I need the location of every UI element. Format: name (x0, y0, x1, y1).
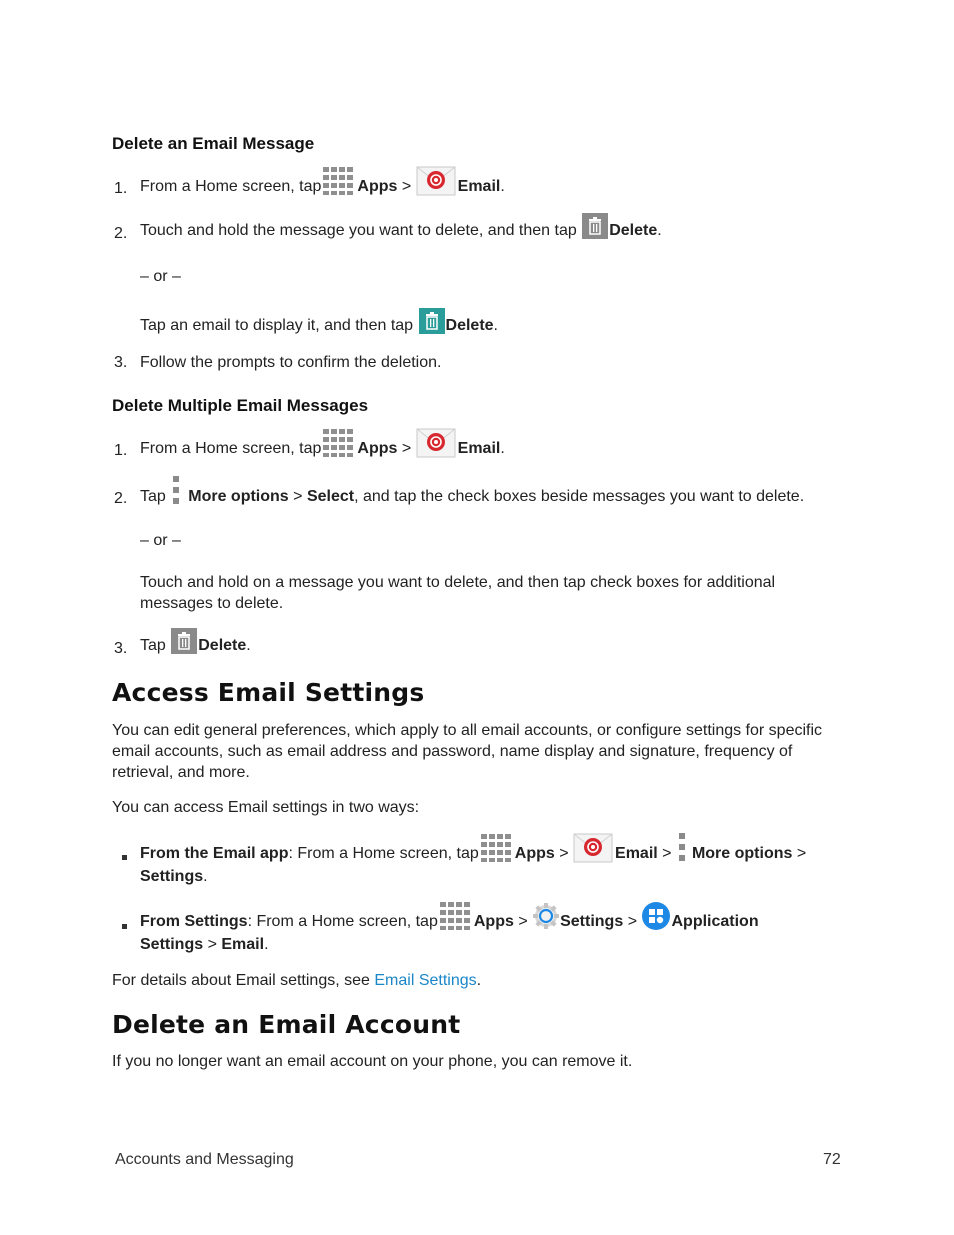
more-options-label: More options (691, 845, 793, 862)
settings-details (112, 972, 481, 990)
settings-intro: You can edit general preferences, which apply to all email accounts, or configure settings for specific email accounts, such as email address and password, name display and signature, frequency of retrieval, and more. (112, 722, 823, 781)
or-separator: – or – (140, 268, 181, 285)
punct: . (500, 178, 505, 195)
delete-label: Delete (198, 637, 247, 654)
application-label: Application (671, 913, 759, 930)
select-label: Select (306, 488, 355, 505)
separator: > (518, 913, 528, 930)
bullet-lead: From Settings (140, 913, 248, 930)
punct: . (500, 440, 505, 457)
step-delete-email-1 (140, 166, 505, 196)
settings-label: Settings (140, 868, 204, 885)
punct: . (493, 317, 498, 334)
separator: > (627, 913, 638, 930)
punct: . (203, 868, 208, 885)
bullet-lead: From the Email app (140, 845, 289, 862)
step-number: 3. (114, 640, 128, 657)
application-settings-icon (641, 901, 671, 931)
settings-label: Settings (560, 913, 624, 930)
step-text: : From a Home screen, tap (288, 845, 479, 862)
apps-label: Apps (514, 845, 555, 862)
delete-account-text: If you no longer want an email account on your phone, you can remove it. (112, 1053, 633, 1070)
more-options-icon (170, 476, 182, 506)
punct: . (246, 637, 251, 654)
alt-delete-multiple: Touch and hold on a message you want to delete, and then tap check boxes for additional messages to delete. (140, 574, 776, 612)
more-options-icon (676, 833, 688, 863)
email-label: Email (615, 845, 658, 862)
step-text: Tap (140, 488, 166, 505)
punct: . (657, 222, 662, 239)
bullet-from-email-app (140, 833, 806, 863)
email-app-icon (573, 833, 613, 863)
delete-label: Delete (609, 222, 658, 239)
separator: > (207, 936, 217, 953)
trash-icon (581, 212, 609, 240)
bullet-marker (122, 855, 127, 860)
email-app-icon (416, 428, 456, 458)
step-delete-multiple-3 (140, 627, 251, 655)
step-text: : From a Home screen, tap (247, 913, 438, 930)
apps-icon (438, 901, 474, 931)
separator: > (401, 440, 412, 457)
delete-label: Delete (445, 317, 494, 334)
separator: > (559, 845, 569, 862)
alt-delete-email (140, 307, 498, 335)
step-number: 1. (114, 180, 128, 197)
step-number: 2. (114, 225, 128, 242)
apps-icon (321, 428, 357, 458)
step-number: 1. (114, 442, 128, 459)
details-text: For details about Email settings, see (112, 972, 370, 989)
page-number: 72 (823, 1151, 841, 1168)
apps-icon (321, 166, 357, 196)
footer-section-title: Accounts and Messaging (115, 1151, 294, 1168)
step-text: From a Home screen, tap (140, 440, 322, 457)
punct: . (476, 972, 482, 989)
heading-delete-account: Delete an Email Account (112, 1010, 461, 1039)
step-text: From a Home screen, tap (140, 178, 322, 195)
step-text: Follow the prompts to confirm the deletion. (140, 354, 442, 371)
email-label: Email (457, 178, 501, 195)
apps-label: Apps (357, 440, 398, 457)
or-separator: – or – (140, 532, 181, 549)
heading-delete-multiple: Delete Multiple Email Messages (112, 396, 369, 415)
step-text: Tap (140, 637, 166, 654)
heading-delete-email: Delete an Email Message (112, 134, 315, 153)
bullet-from-settings (140, 901, 759, 931)
trash-icon (170, 627, 198, 655)
separator: > (662, 845, 672, 862)
apps-icon (479, 833, 515, 863)
step-text: , and tap the check boxes beside messages you want to delete. (354, 488, 805, 505)
step-delete-multiple-2 (140, 476, 804, 506)
step-text: Touch and hold the message you want to delete, and then tap (140, 222, 577, 239)
step-number: 3. (114, 354, 128, 371)
bullet-marker (122, 924, 127, 929)
settings-label: Settings (140, 936, 204, 953)
apps-label: Apps (357, 178, 398, 195)
settings-gear-icon (532, 901, 560, 931)
email-label: Email (457, 440, 501, 457)
separator: > (401, 178, 412, 195)
email-settings-link[interactable]: Email Settings (374, 972, 477, 989)
separator: > (796, 845, 807, 862)
step-delete-email-2 (140, 212, 662, 240)
settings-ways: You can access Email settings in two ways: (112, 799, 420, 816)
bullet-from-settings-cont (140, 936, 269, 954)
step-delete-multiple-1 (140, 428, 505, 458)
email-app-icon (416, 166, 456, 196)
heading-access-settings: Access Email Settings (112, 678, 425, 707)
apps-label: Apps (473, 913, 514, 930)
more-options-label: More options (188, 488, 289, 505)
step-text: Tap an email to display it, and then tap (140, 317, 414, 334)
email-label: Email (221, 936, 265, 953)
bullet-from-email-app-cont (140, 868, 208, 886)
trash-icon (418, 307, 446, 335)
separator: > (293, 488, 303, 505)
punct: . (264, 936, 269, 953)
step-number: 2. (114, 490, 128, 507)
